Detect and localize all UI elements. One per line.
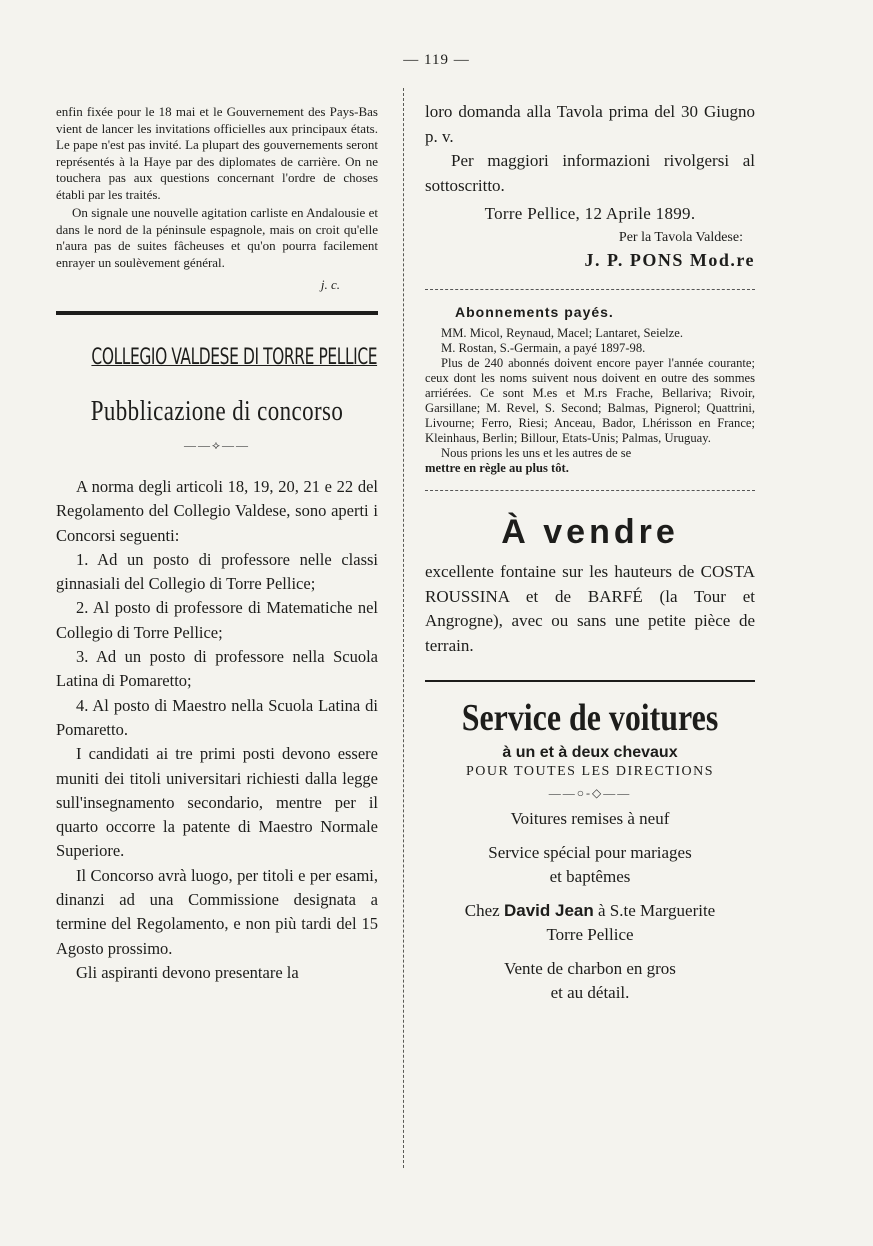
vendre-text: excellente fontaine sur les hauteurs de COSTA ROUSSINA et de BARFÉ (la Tour et Angrogne), avec ou sans une petite pièce de terrain. [425, 562, 755, 655]
news-paragraph: On signale une nouvelle agitation carliste en Andalousie et dans le nord de la péninsule espagnole, mais on croit qu'elle n'aura pas de suites fâcheuses et qu'on pourra facilement enrayer un soulèvement général. [56, 205, 378, 270]
abonnements-heading: Abonnements payés. [455, 304, 614, 320]
abonnements-paragraph: MM. Micol, Reynaud, Macel; Lantaret, Seielze. [441, 326, 684, 340]
right-column [425, 100, 755, 1005]
section-divider [56, 311, 378, 315]
vendre-section [425, 513, 755, 658]
body-paragraph: Il Concorso avrà luogo, per titoli e per esami, dinanzi ad una Commissione designata a termine del Regolamento, e non più tardi del 15 Agosto prossimo. [56, 865, 378, 958]
service-place: Torre Pellice [546, 925, 634, 944]
abonnements-paragraph: Plus de 240 abonnés doivent encore payer l'année courante; ceux dont les noms suivent nous doivent en outre des sommes arriérées. Ce sont M.es et M.rs Frache, Bellariva; Rivoir, Garsillane; M. Revel, S. Second; Balmas, Pignerol; Quattrini, Livourne; Ferro, Riesi; Anceau, Bador, Lhérisson en France; Kleinhaus, Berlin; Billour, Etats-Unis; Palmas, Uruguay. [425, 356, 755, 445]
service-line: et au détail. [550, 983, 630, 1002]
signatory-name: J. P. PONS Mod.re [584, 250, 755, 270]
abonnements-paragraph: M. Rostan, S.-Germain, a payé 1897-98. [441, 341, 646, 355]
chez-prefix: Chez [464, 901, 500, 920]
abonnements-closing: mettre en règle au plus tôt. [425, 461, 569, 475]
service-subtitle: à un et à deux chevaux [502, 744, 678, 761]
section-divider [425, 680, 755, 682]
publication-title: Pubblicazione di concorso [90, 396, 344, 427]
service-caps-line: POUR TOUTES LES DIRECTIONS [465, 764, 715, 779]
place-date: Torre Pellice, 12 Aprile 1899. [484, 204, 696, 223]
body-paragraph: 1. Ad un posto di professore nelle classi ginnasiali del Collegio di Torre Pellice; [56, 549, 378, 594]
news-paragraph: enfin fixée pour le 18 mai et le Gouvernement des Pays-Bas vient de lancer les invitations officielles aux principaux états. Le pape n'est pas invité. La plupart des gouvernements seront représentés à la Haye par des diplomates de carrière. On ne touchera pas aux questions concernant l'ordre de choses établi par les traités. [56, 104, 378, 202]
tavola-paragraph: Per maggiori informazioni rivolgersi al sottoscritto. [425, 151, 755, 195]
service-line: Voitures remises à neuf [510, 809, 670, 828]
left-column [56, 104, 378, 985]
author-initials: j. c. [320, 277, 340, 292]
body-paragraph: 3. Ad un posto di professore nella Scuola Latina di Pomaretto; [56, 647, 378, 691]
section-divider [425, 490, 755, 491]
service-title: Service de voitures [461, 697, 719, 739]
tavola-paragraph: loro domanda alla Tavola prima del 30 Giugno p. v. [425, 102, 755, 146]
chez-suffix: à S.te Marguerite [597, 901, 716, 920]
body-paragraph: A norma degli articoli 18, 19, 20, 21 e 22 del Regolamento del Collegio Valdese, sono aperti i Concorsi seguenti: [56, 477, 378, 545]
body-paragraph: I candidati ai tre primi posti devono essere muniti dei titoli universitari richiesti dalla legge sull'insegnamento secondario, mentre per il quarto occorre la patente di Maestro Normale Superiore. [56, 744, 378, 861]
section-divider [425, 289, 755, 290]
service-section [425, 696, 755, 1005]
service-address [425, 899, 755, 923]
proprietor-name: David Jean [503, 901, 594, 920]
per-tavola-label: Per la Tavola Valdese: [618, 230, 743, 245]
body-paragraph: 2. Al posto di professore di Matematiche nel Collegio di Torre Pellice; [56, 598, 378, 642]
abonnements-paragraph: Nous prions les uns et les autres de se [441, 446, 632, 460]
college-title: COLLEGIO VALDESE DI TORRE PELLICE [91, 345, 378, 370]
ornament-divider: ——⟡—— [184, 438, 250, 452]
vendre-title: À vendre [501, 513, 679, 551]
page-number: — 119 — [403, 52, 470, 68]
service-line: Service spécial pour mariages [488, 843, 692, 862]
service-line: et baptêmes [549, 867, 631, 886]
ornament-divider: ——○-◇—— [548, 786, 632, 800]
column-divider [403, 88, 404, 1168]
body-paragraph: 4. Al posto di Maestro nella Scuola Latina di Pomaretto. [56, 695, 378, 739]
service-line: Vente de charbon en gros [504, 959, 676, 978]
body-paragraph: Gli aspiranti devono presentare la [76, 962, 299, 982]
abonnements-section [425, 304, 755, 476]
